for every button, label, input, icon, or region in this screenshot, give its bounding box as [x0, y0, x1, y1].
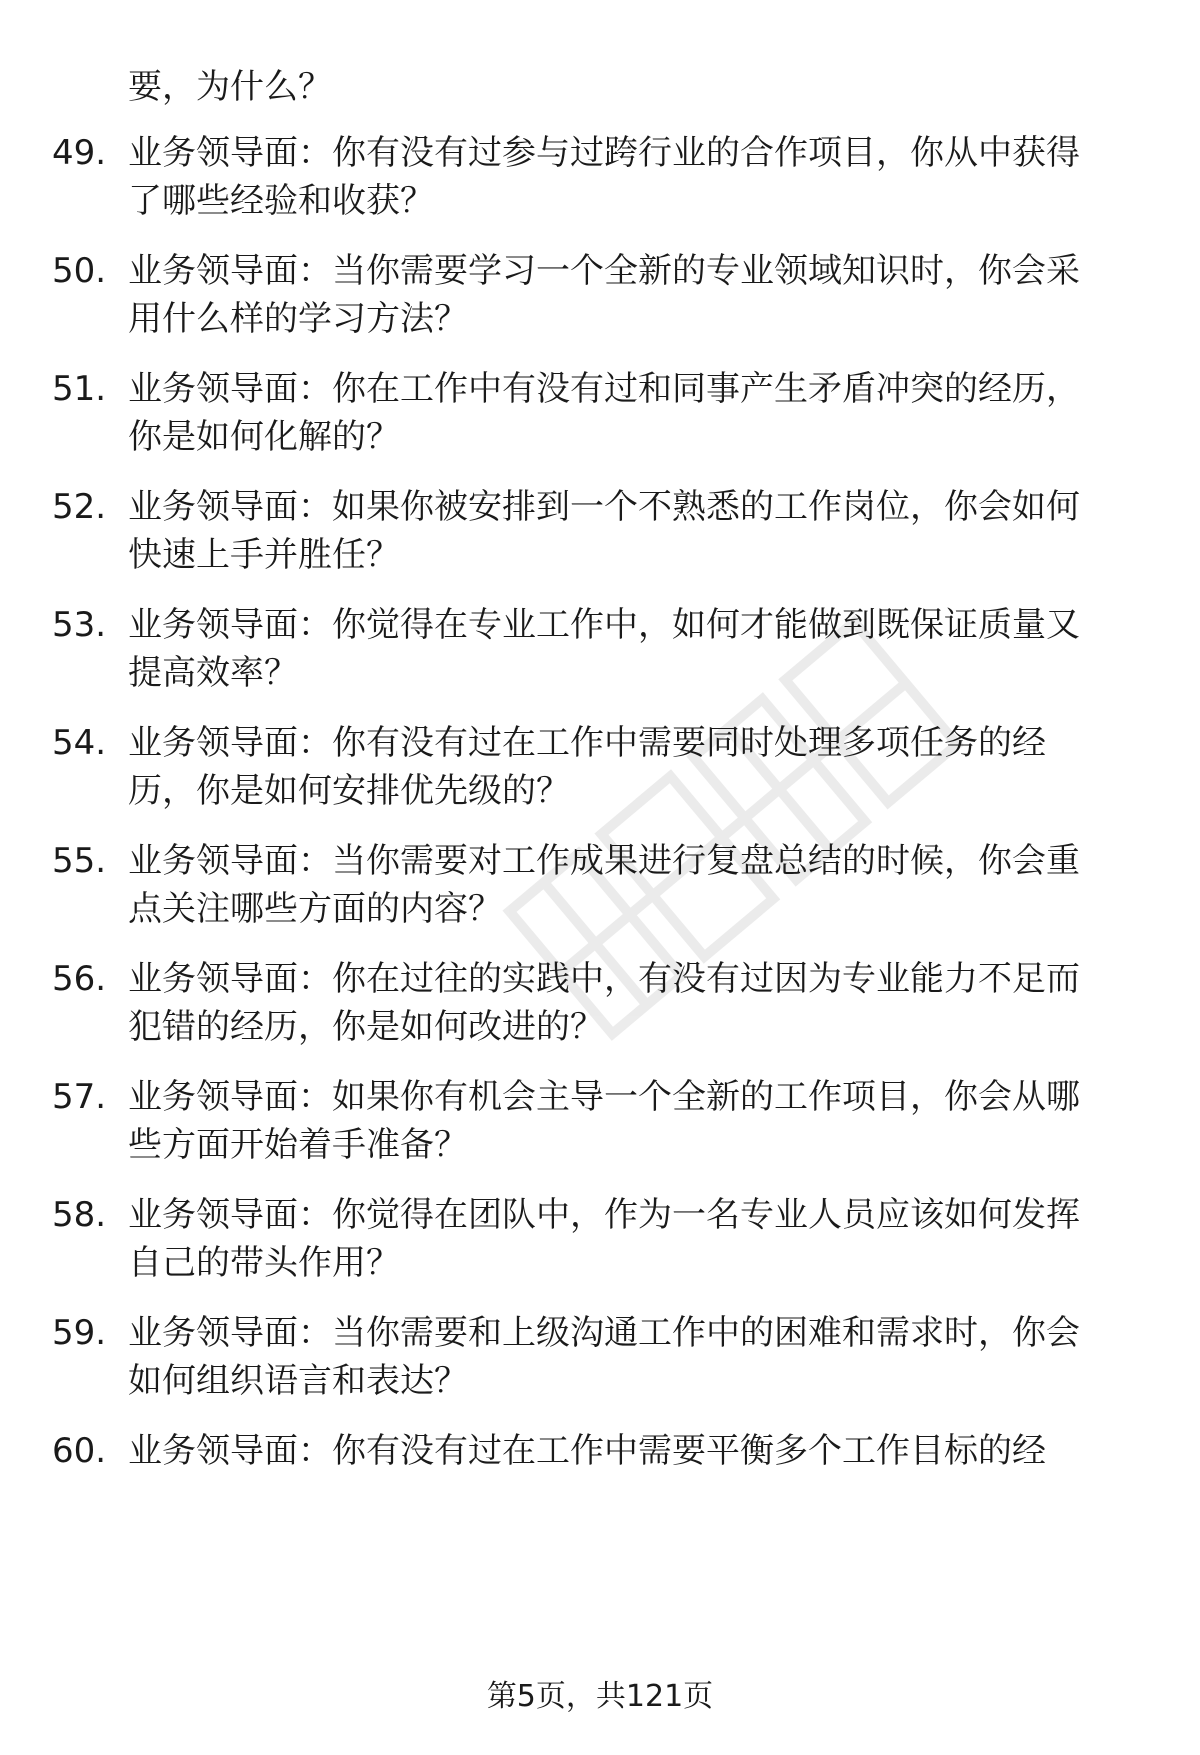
list-item: [0, 246, 1200, 356]
item-number: 56.: [52, 959, 107, 999]
item-text-line: 业务领导面：当你需要学习一个全新的专业领域知识时，你会采: [128, 251, 1080, 291]
list-item: [0, 600, 1200, 710]
item-text-line: 历，你是如何安排优先级的？: [128, 771, 570, 811]
item-text-line: 了哪些经验和收获？: [128, 181, 434, 221]
item-number: 49.: [52, 133, 107, 173]
list-item: [0, 364, 1200, 474]
list-item: [0, 1190, 1200, 1300]
item-number: 60.: [52, 1431, 107, 1471]
item-number: 59.: [52, 1313, 107, 1353]
item-number: 58.: [52, 1195, 107, 1235]
item-text-line: 业务领导面：当你需要和上级沟通工作中的困难和需求时，你会: [128, 1313, 1080, 1353]
item-text-line: 业务领导面：当你需要对工作成果进行复盘总结的时候，你会重: [128, 841, 1080, 881]
item-text-line: 业务领导面：你觉得在团队中，作为一名专业人员应该如何发挥: [128, 1195, 1080, 1235]
list-item: [0, 1072, 1200, 1182]
item-text-line: 快速上手并胜任？: [128, 535, 400, 575]
item-number: 54.: [52, 723, 107, 763]
item-text-line: 业务领导面：你有没有过参与过跨行业的合作项目，你从中获得: [128, 133, 1080, 173]
item-text-line: 些方面开始着手准备？: [128, 1125, 468, 1165]
list-item: [0, 128, 1200, 238]
item-number: 51.: [52, 369, 107, 409]
item-text-line: 业务领导面：你觉得在专业工作中，如何才能做到既保证质量又: [128, 605, 1080, 645]
item-text-line: 业务领导面：如果你有机会主导一个全新的工作项目，你会从哪: [128, 1077, 1080, 1117]
item-text-line: 如何组织语言和表达？: [128, 1361, 468, 1401]
item-text-line: 点关注哪些方面的内容？: [128, 889, 502, 929]
list-item: [0, 482, 1200, 592]
item-number: 52.: [52, 487, 107, 527]
list-item: [0, 1308, 1200, 1418]
item-text-line: 业务领导面：如果你被安排到一个不熟悉的工作岗位，你会如何: [128, 487, 1080, 527]
item-text-line: 用什么样的学习方法？: [128, 299, 468, 339]
item-number: 50.: [52, 251, 107, 291]
item-text-line: 犯错的经历，你是如何改进的？: [128, 1007, 604, 1047]
item-text-line: 业务领导面：你有没有过在工作中需要同时处理多项任务的经: [128, 723, 1046, 763]
item-text-line: 提高效率？: [128, 653, 298, 693]
item-text-line: 你是如何化解的？: [128, 417, 400, 457]
item-number: 57.: [52, 1077, 107, 1117]
item-text-line: 自己的带头作用？: [128, 1243, 400, 1283]
item-text-line: 业务领导面：你有没有过在工作中需要平衡多个工作目标的经: [128, 1431, 1046, 1471]
list-item: [0, 718, 1200, 828]
list-item: [0, 954, 1200, 1064]
continuation-text: 要，为什么？: [128, 67, 332, 107]
page-number-footer: 第5页，共121页: [486, 1679, 714, 1714]
item-number: 55.: [52, 841, 107, 881]
list-item: [0, 1426, 1200, 1536]
list-item: [0, 836, 1200, 946]
item-text-line: 业务领导面：你在过往的实践中，有没有过因为专业能力不足而: [128, 959, 1080, 999]
item-text-line: 业务领导面：你在工作中有没有过和同事产生矛盾冲突的经历，: [128, 369, 1080, 409]
item-number: 53.: [52, 605, 107, 645]
